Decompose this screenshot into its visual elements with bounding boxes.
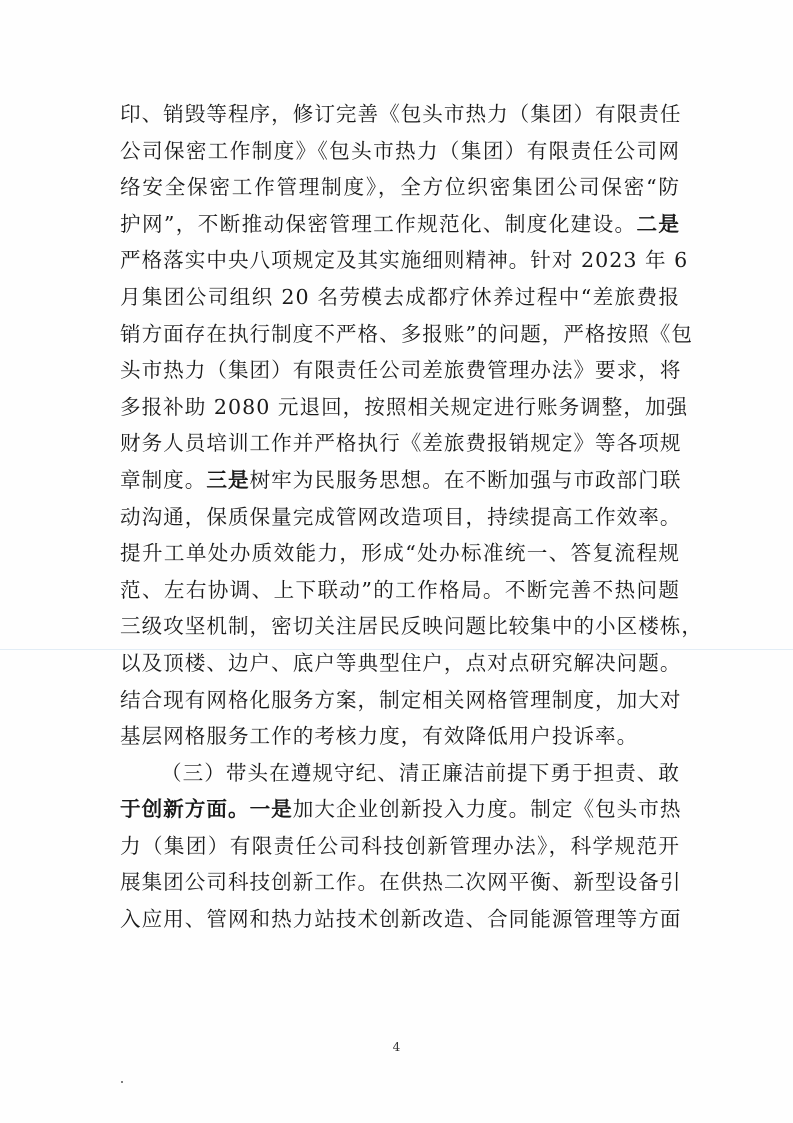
text-line: 多报补助 2080 元退回，按照相关规定进行账务调整，加强 <box>120 394 689 419</box>
scan-artifact-dot <box>121 1081 123 1083</box>
text-line <box>120 791 680 828</box>
text-line: （三）带头在遵规守纪、清正廉洁前提下勇于担责、敢 <box>161 760 680 785</box>
text-line: 以及顶楼、边户、底户等典型住户，点对点研究解决问题。 <box>120 650 682 675</box>
text-line: 销方面存在执行制度不严格、多报账”的问题，严格按照《包 <box>120 321 693 346</box>
text-segment: 树牢为民服务思想。在不断加强与市政部门联 <box>249 467 682 492</box>
text-line: 严格落实中央八项规定及其实施细则精神。针对 2023 年 6 <box>120 248 689 273</box>
bold-heading-tail: 于创新方面。 <box>120 797 250 822</box>
text-line: 结合现有网格化服务方案，制定相关网格管理制度，加大对 <box>120 687 682 712</box>
text-line: 财务人员培训工作并严格执行《差旅费报销规定》等各项规 <box>120 431 682 456</box>
text-segment: 加大企业创新投入力度。制定《包头市热 <box>292 797 682 822</box>
text-line: 范、左右协调、上下联动”的工作格局。不断完善不热问题 <box>120 577 680 602</box>
text-line: 动沟通，保质保量完成管网改造项目，持续提高工作效率。 <box>120 504 682 529</box>
text-segment: 章制度。 <box>120 467 207 492</box>
text-line: 公司保密工作制度》《包头市热力（集团）有限责任公司网 <box>120 138 680 163</box>
text-line: 力（集团）有限责任公司科技创新管理办法》，科学规范开 <box>120 833 680 858</box>
text-line <box>120 206 680 243</box>
text-line: 月集团公司组织 20 名劳模去成都疗休养过程中“差旅费报 <box>120 284 680 309</box>
text-line: 印、销毁等程序，修订完善《包头市热力（集团）有限责任 <box>120 102 682 126</box>
bold-marker: 一是 <box>249 797 293 822</box>
text-line: 三级攻坚机制，密切关注居民反映问题比较集中的小区楼栋， <box>120 614 704 639</box>
text-line: 络安全保密工作管理制度》，全方位织密集团公司保密“防 <box>120 175 680 200</box>
bold-marker: 三是 <box>206 467 250 492</box>
text-line: 基层网格服务工作的考核力度，有效降低用户投诉率。 <box>120 724 639 749</box>
body-text <box>120 96 704 938</box>
text-line: 入应用、管网和热力站技术创新改造、合同能源管理等方面 <box>120 907 682 932</box>
text-line <box>120 462 680 499</box>
text-segment: 护网”，不断推动保密管理工作规范化、制度化建设。 <box>120 211 637 236</box>
page-number: 4 <box>392 1040 401 1054</box>
bold-marker: 二是 <box>636 211 681 236</box>
text-line: 头市热力（集团）有限责任公司差旅费管理办法》要求，将 <box>120 358 682 383</box>
text-line: 展集团公司科技创新工作。在供热二次网平衡、新型设备引 <box>120 870 682 895</box>
text-line: 提升工单处办质效能力，形成“处办标准统一、答复流程规 <box>120 541 680 566</box>
